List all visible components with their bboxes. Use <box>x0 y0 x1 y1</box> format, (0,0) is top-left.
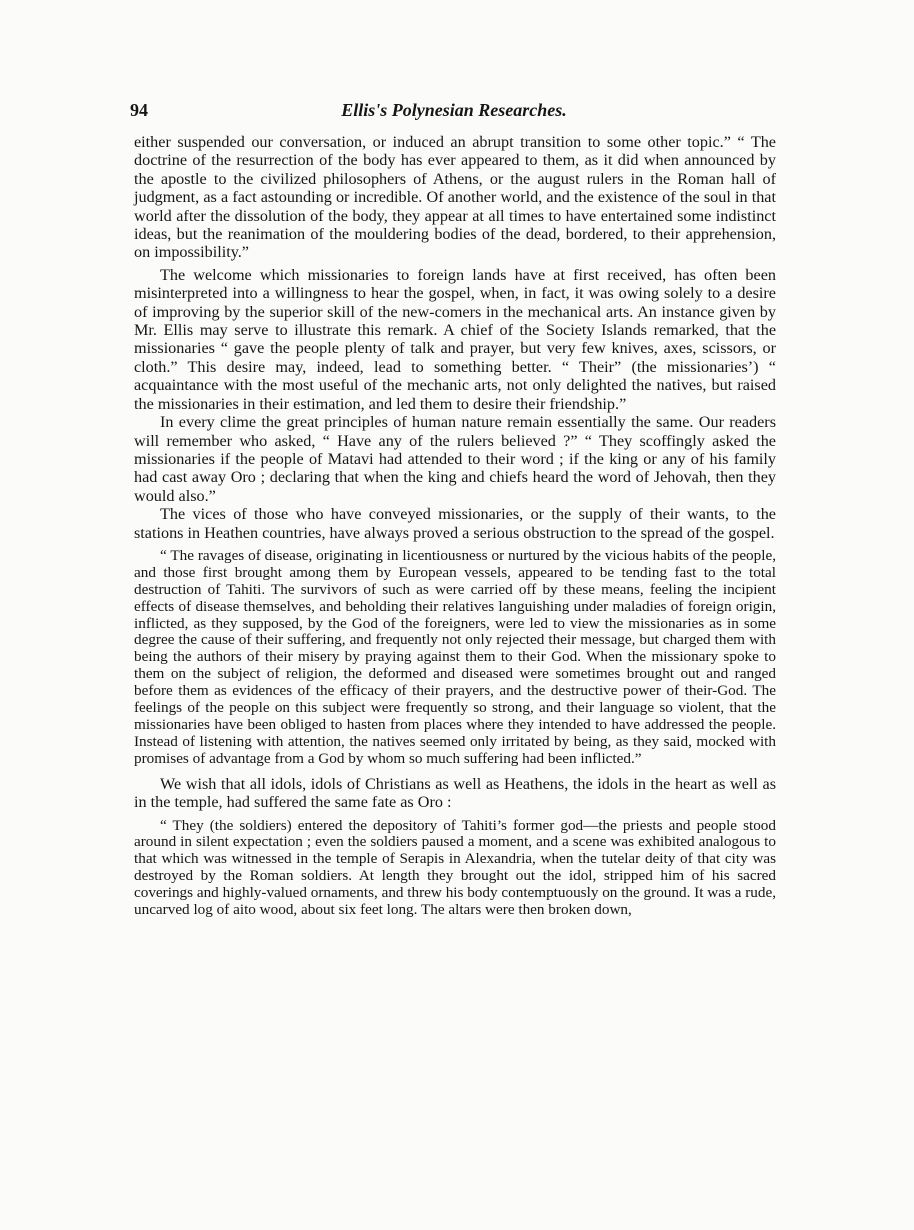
paragraph-welcome: The welcome which missionaries to foreign lands have at first received, has often been misinterpreted into a willingness to hear the gospel, when, in fact, it was owing solely to a desire of improving by the superior skill of the new-comers in the mechanical arts. An instance given by Mr. Ellis may serve to illustrate this remark. A chief of the Society Islands remarked, that the missionaries “ gave the people plenty of talk and prayer, but very few knives, axes, scissors, or cloth.” This desire may, indeed, lead to something better. “ Their” (the missionaries’) “ acquaintance with the most useful of the mechanic arts, not only delighted the natives, but raised the missionaries in their estimation, and led them to desire their friendship.” <box>134 265 776 413</box>
paragraph-idols: We wish that all idols, idols of Christians as well as Heathens, the idols in the heart as well as in the temple, had suffered the same fate as Oro : <box>134 774 776 812</box>
quote-ravages-of-disease: “ The ravages of disease, originating in licentiousness or nurtured by the vicious habits of the people, and those first brought among them by European vessels, appeared to be tending fast to the total destruction of Tahiti. The survivors of such as were carried off by these means, feeling the incipient effects of disease themselves, and beholding their relatives languishing under maladies of foreign origin, inflicted, as they supposed, by the God of the foreigners, were led to view the missionaries as in some degree the cause of their suffering, and frequently not only rejected their message, but charged them with being the authors of their misery by praying against them to their God. When the missionary spoke to them on the subject of religion, the deformed and diseased were sometimes brought out and ranged before them as evidences of the efficacy of their prayers, and the destructive power of their-God. The feelings of the people on this subject were frequently so strong, and their language so violent, that the missionaries have been obliged to hasten from places where they intended to have addressed the people. Instead of listening with attention, the natives seemed only irritated by being, as they said, mocked with promises of advantage from a God by whom so much suffering had been inflicted.” <box>134 546 776 767</box>
paragraph-vices: The vices of those who have conveyed missionaries, or the supply of their wants, to the stations in Heathen countries, have always proved a serious obstruction to the spread of the gospel. <box>134 505 776 542</box>
running-title: Ellis's Polynesian Researches. <box>341 100 567 120</box>
page-header <box>130 100 778 124</box>
body-text <box>134 133 776 919</box>
paragraph-human-nature: In every clime the great principles of human nature remain essentially the same. Our readers will remember who asked, “ Have any of the rulers believed ?” “ They scoffingly asked the missionaries if the people of Matavi had attended to their word ; if the king or any of his family had cast away Oro ; declaring that when the king and chiefs heard the word of Jehovah, then they would also.” <box>134 413 776 505</box>
paragraph-continuation: either suspended our conversation, or induced an abrupt transition to some other topic.” “ The doctrine of the resurrection of the body has ever appeared to them, as it did when announced by the apostle to the civilized philosophers of Athens, or the august rulers in the Roman hall of judgment, as a fact astounding or incredible. Of another world, and the existence of the soul in that world after the dissolution of the body, they appear at all times to have entertained some indistinct ideas, but the reanimation of the mouldering bodies of the dead, bordered, to their apprehension, on impossibility.” <box>134 133 776 262</box>
quote-soldiers: “ They (the soldiers) entered the depository of Tahiti’s former god—the priests and people stood around in silent expectation ; even the soldiers paused a moment, and a scene was exhibited analogous to that which was witnessed in the temple of Serapis in Alexandria, when the tutelar deity of that city was destroyed by the Roman soldiers. At length they brought out the idol, stripped him of his sacred coverings and highly-valued ornaments, and threw his body contemptuously on the ground. It was a rude, uncarved log of aito wood, about six feet long. The altars were then broken down, <box>134 816 776 919</box>
page-number: 94 <box>130 100 148 120</box>
